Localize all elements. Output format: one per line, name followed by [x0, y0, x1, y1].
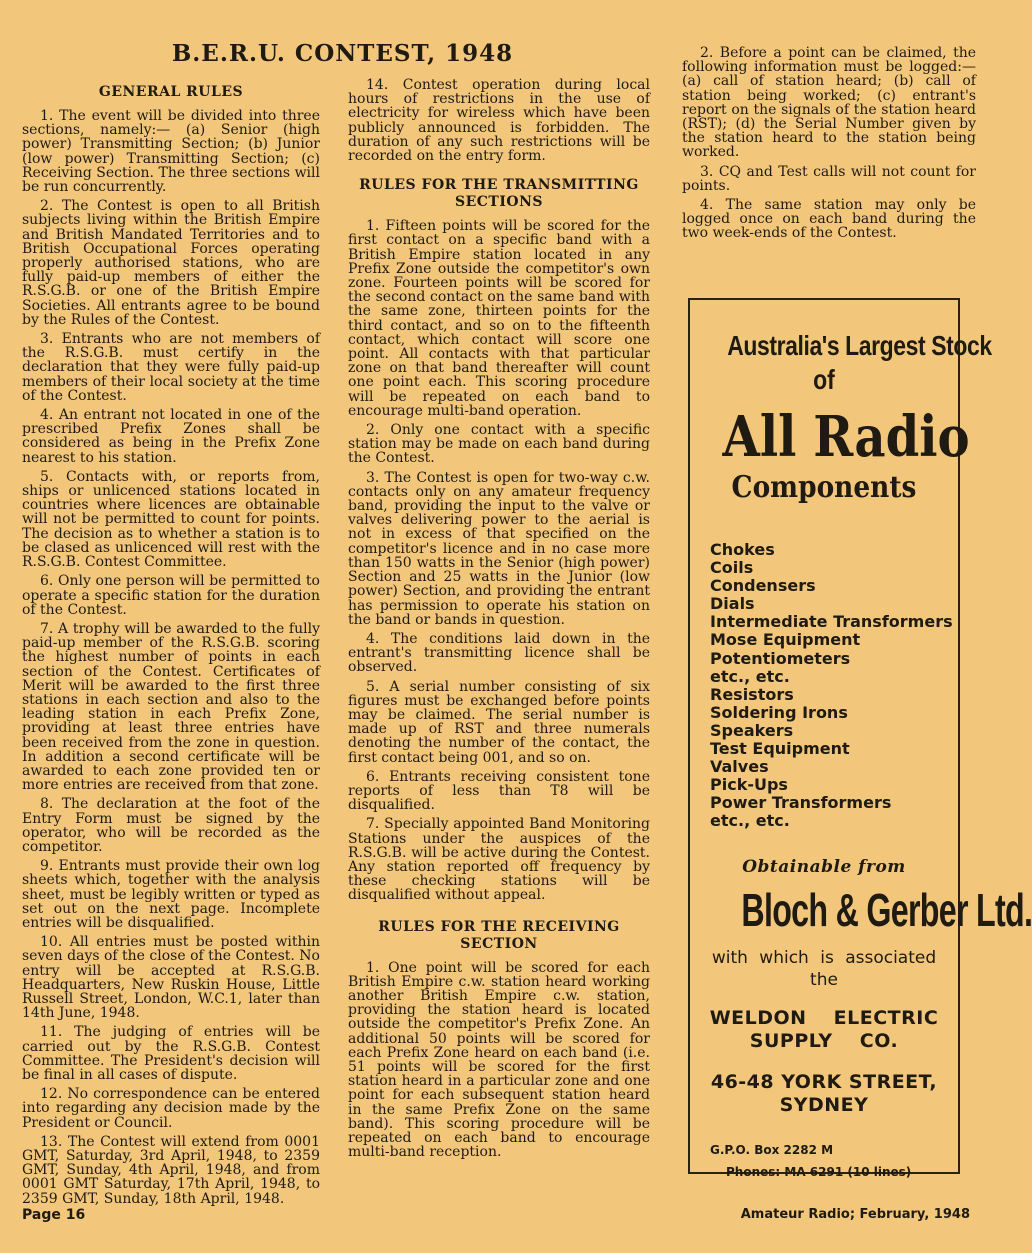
- column-1: [22, 78, 320, 1211]
- general-rule-8: 8. The declaration at the foot of the Entry Form must be signed by the operator, who will be recorded as the competitor.: [22, 796, 320, 855]
- transmitting-rules-heading: RULES FOR THE TRANSMITTING SECTIONS: [359, 177, 639, 211]
- transmitting-rule-7: 7. Specially appointed Band Monitoring Stations under the auspices of the R.S.G.B. will be active during the Contest. Any station reported off frequency by these checking stations will be disqualified without appeal.: [348, 816, 650, 904]
- ad-associated-text: with which is associated the: [711, 947, 937, 990]
- receiving-rule-2: 2. Before a point can be claimed, the following information must be logged:— (a) call of station heard; (b) call of station being worked; (c) entrant's report on the signals of the station heard (RST); (d) the Serial Number given by the station heard to the station being worked.: [682, 45, 976, 161]
- receiving-rule-1: 1. One point will be scored for each British Empire c.w. station heard working another British Empire c.w. station, providing the station heard is located outside the competitor's Prefix Zone. An additional 50 points will be scored for each Prefix Zone heard on each band (i.e. 51 points will be scored for the first station heard in a particular zone and one point for each subsequent station heard in the same Prefix Zone on the same band). This scoring procedure will be repeated on each band to encourage multi-band reception.: [348, 959, 650, 1161]
- article-title: B.E.R.U. CONTEST, 1948: [171, 40, 514, 67]
- ad-obtainable-from: Obtainable from: [742, 856, 906, 877]
- transmitting-rule-2: 2. Only one contact with a specific station may be made on each band during the Contest.: [348, 422, 650, 467]
- ad-po-box: G.P.O. Box 2282 M: [710, 1142, 834, 1157]
- ad-weldon-line-2: SUPPLY CO.: [749, 1029, 899, 1052]
- list-item: Condensers: [710, 576, 816, 596]
- general-rule-6: 6. Only one person will be permitted to operate a specific station for the duration of the Contest.: [22, 573, 320, 618]
- general-rule-7: 7. A trophy will be awarded to the fully paid-up member of the R.S.G.B. scoring the highest number of points in each section of the Contest. Certificates of Merit will be awarded to the first three stations in each section and also to the leading station in each Prefix Zone, providing at least three entries have been received from the zone in question. In addition a second certificate will be awarded to each zone provided ten or more entries are received from that zone.: [22, 620, 320, 794]
- transmitting-rule-4: 4. The conditions laid down in the entrant's transmitting licence shall be observed.: [348, 630, 650, 676]
- column-3: [682, 46, 976, 246]
- general-rule-10: 10. All entries must be posted within seven days of the close of the Contest. No entry will be accepted at R.S.G.B. Headquarters, New Ruskin House, Little Russell Street, London, W.C.1, later than 14th June, 1948.: [22, 934, 320, 1022]
- list-item: Dials: [710, 594, 755, 614]
- transmitting-rule-1: 1. Fifteen points will be scored for the first contact on a specific band with a British Empire station located in any Prefix Zone outside the competitor's own zone. Fourteen points will be scored for the second contact on the same band with the same zone, thirteen points for the third contact, and so on to the fifteenth contact, which contact will score one point. All contacts with that particular zone on that band thereafter will count one point each. This scoring procedure will be repeated on each band to encourage multi-band operation.: [348, 218, 650, 419]
- ad-address-line-2: SYDNEY: [779, 1093, 869, 1116]
- list-item: etc., etc.: [710, 666, 790, 686]
- ad-weldon-line-1: WELDON ELECTRIC: [709, 1006, 939, 1029]
- list-item: etc., etc.: [710, 811, 790, 831]
- general-rule-14: 14. Contest operation during local hours of restrictions in the use of electricity for wireless which have been publicly announced is forbidden. The duration of any such restrictions will be recorded on the entry form.: [348, 77, 650, 165]
- list-item: Mose Equipment: [710, 630, 861, 650]
- list-item: Soldering Irons: [710, 702, 848, 722]
- ad-product-list: [710, 540, 953, 831]
- list-item: Power Transformers: [710, 793, 892, 813]
- receiving-rule-3: 3. CQ and Test calls will not count for points.: [682, 163, 976, 194]
- general-rule-12: 12. No correspondence can be entered into regarding any decision made by the President or Council.: [22, 1086, 320, 1131]
- general-rules-heading: GENERAL RULES: [98, 84, 244, 100]
- list-item: Speakers: [710, 720, 794, 740]
- general-rule-5: 5. Contacts with, or reports from, ships or unlicenced stations located in countries where licences are obtainable will not be permitted to count for points. The decision as to whether a station is to be clased as unlicenced will rest with the R.S.G.B. Contest Committee.: [22, 468, 320, 571]
- ad-address: [706, 1071, 942, 1117]
- receiving-rules-heading: RULES FOR THE RECEIVING SECTION: [378, 918, 620, 952]
- ad-company-name: Bloch & Gerber Ltd.: [741, 883, 1032, 936]
- ad-all-radio: All Radio: [722, 404, 970, 470]
- ad-address-line-1: 46-48 YORK STREET,: [710, 1070, 938, 1093]
- receiving-rule-4: 4. The same station may only be logged once on each band during the two week-ends of the Contest.: [682, 197, 976, 242]
- column-2: [348, 78, 650, 1164]
- ad-phones: Phones: MA 6291 (10 lines): [726, 1164, 912, 1179]
- list-item: Valves: [710, 757, 769, 777]
- list-item: Test Equipment: [710, 739, 850, 759]
- general-rule-1: 1. The event will be divided into three sections, namely:— (a) Senior (high power) Transmitting Section; (b) Junior (low power) Transmitting Section; (c) Receiving Section. The three sections will be run concurrently.: [22, 108, 320, 196]
- list-item: Coils: [710, 558, 754, 578]
- advertisement-box: [688, 298, 1032, 1179]
- list-item: Intermediate Transformers: [710, 612, 953, 632]
- transmitting-rule-3: 3. The Contest is open for two-way c.w. contacts only on any amateur frequency band, providing the input to the valve or valves delivering power to the aerial is not in excess of that specified on the competitor's licence and in no case more than 150 watts in the Senior (high power) Section and 25 watts in the Junior (low power) Section, and providing the entrant has permission to operate his station on the band or bands in question.: [348, 469, 650, 628]
- general-rule-3: 3. Entrants who are not members of the R.S.G.B. must certify in the declaration that they were fully paid-up members of their local society at the time of the Contest.: [22, 331, 320, 404]
- list-item: Resistors: [710, 684, 794, 704]
- list-item: Potentiometers: [710, 648, 851, 668]
- ad-headline: Australia's Largest Stock: [727, 330, 992, 361]
- list-item: Pick-Ups: [710, 775, 788, 795]
- transmitting-rule-5: 5. A serial number consisting of six figures must be exchanged before points may be claimed. The serial number is made up of RST and three numerals denoting the number of the contact, the first contact being 001, and so on.: [348, 678, 650, 766]
- transmitting-rule-6: 6. Entrants receiving consistent tone reports of less than T8 will be disqualified.: [348, 768, 650, 814]
- ad-components: Components: [731, 470, 917, 505]
- ad-of: of: [813, 364, 835, 395]
- list-item: Chokes: [710, 540, 775, 559]
- general-rule-4: 4. An entrant not located in one of the prescribed Prefix Zones shall be considered as being in the Prefix Zone nearest to his station.: [22, 407, 320, 466]
- ad-weldon: [706, 1007, 942, 1053]
- general-rule-9: 9. Entrants must provide their own log sheets which, together with the analysis sheet, must be legibly written or typed as set out on the next page. Incomplete entries will be disqualified.: [22, 858, 320, 931]
- page-number: Page 16: [22, 1207, 86, 1223]
- general-rule-13: 13. The Contest will extend from 0001 GMT, Saturday, 3rd April, 1948, to 2359 GMT, Sunday, 4th April, 1948, and from 0001 GMT Saturday, 17th April, 1948, to 2359 GMT, Sunday, 18th April, 1948.: [22, 1133, 320, 1207]
- publication-info: Amateur Radio; February, 1948: [740, 1207, 970, 1222]
- general-rule-2: 2. The Contest is open to all British subjects living within the British Empire and British Mandated Territories and to British Occupational Forces operating properly authorised stations, who are fully paid-up members of either the R.S.G.B. or one of the British Empire Societies. All entrants agree to be bound by the Rules of the Contest.: [22, 198, 320, 328]
- general-rule-11: 11. The judging of entries will be carried out by the R.S.G.B. Contest Committee. The President's decision will be final in all cases of dispute.: [22, 1024, 320, 1083]
